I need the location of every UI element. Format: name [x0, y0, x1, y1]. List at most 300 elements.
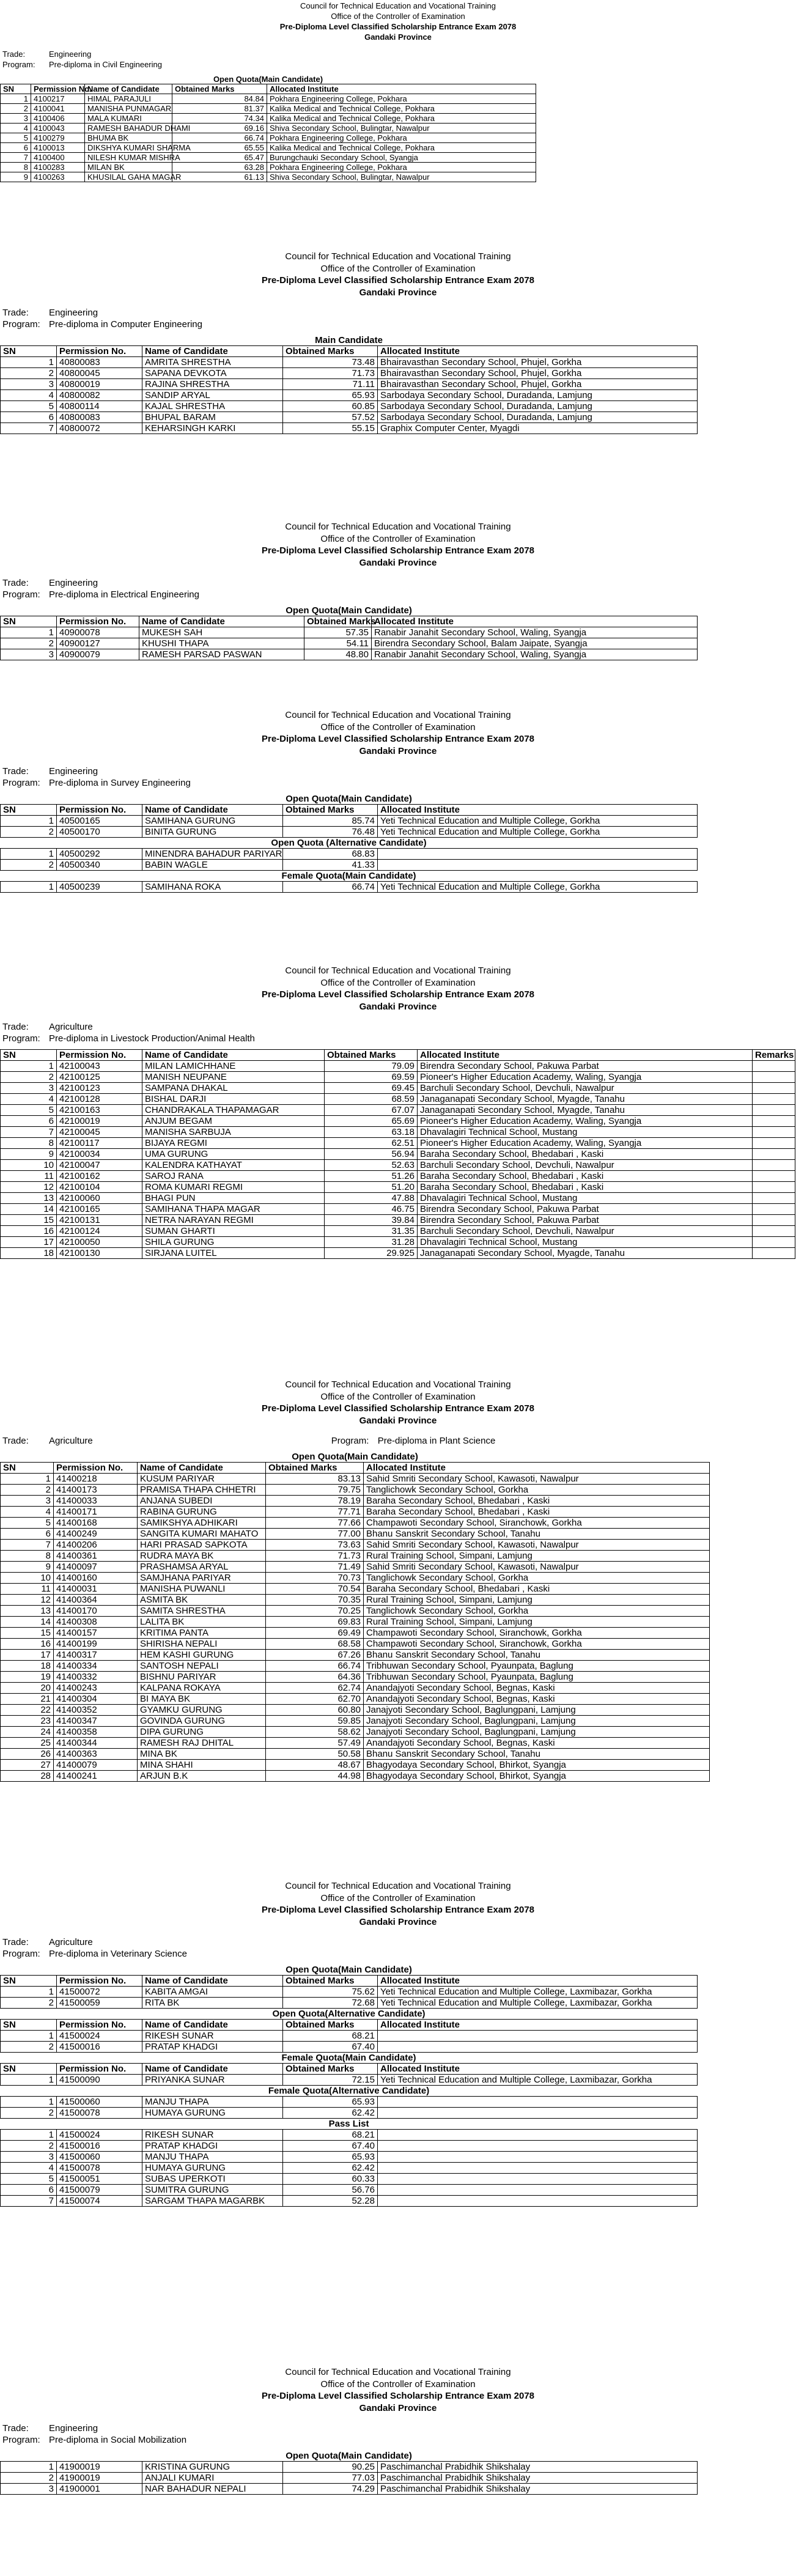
- table-cell: SAMPANA DHAKAL: [142, 1083, 325, 1094]
- exam-title: Pre-Diploma Level Classified Scholarship Entrance Exam 2078: [261, 545, 534, 556]
- table-row: [1, 368, 698, 379]
- table-row: [1, 1693, 710, 1704]
- province-name: Gandaki Province: [359, 745, 437, 756]
- table-cell: CHANDRAKALA THAPAMAGAR: [142, 1105, 325, 1116]
- table-cell: Baraha Secondary School, Bhedabari , Kaski: [418, 1171, 753, 1182]
- table-cell: 41500024: [57, 2031, 142, 2042]
- table-cell: [753, 1149, 795, 1160]
- table-cell: RIKESH SUNAR: [142, 2130, 283, 2141]
- table-cell: MANISHA PUWANLI: [138, 1583, 266, 1594]
- table-cell: 42100019: [57, 1116, 142, 1127]
- table-row: [1, 2141, 698, 2152]
- table-cell: Sahid Smriti Secondary School, Kawasoti, Nawalpur: [364, 1539, 710, 1550]
- table-row: [1, 1682, 710, 1693]
- table-row: [1, 1726, 710, 1737]
- table-cell: 74.34: [172, 113, 267, 123]
- table-cell: 16: [1, 1226, 57, 1237]
- table-cell: 31.28: [325, 1237, 418, 1248]
- table-row: [1, 827, 698, 838]
- table-cell: 3: [1, 1495, 54, 1506]
- table-row: [1, 142, 536, 152]
- table-cell: 5: [1, 401, 57, 412]
- table-row: [1, 1495, 710, 1506]
- table-cell: 2: [1, 860, 57, 871]
- table-cell: 14: [1, 1204, 57, 1215]
- quota-title-row: [1, 605, 698, 616]
- table-cell: 79.09: [325, 1061, 418, 1072]
- province-name: Gandaki Province: [359, 1415, 437, 1426]
- table-row: [1, 1171, 795, 1182]
- table-cell: Baraha Secondary School, Bhedabari , Kaski: [418, 1182, 753, 1193]
- results-table: [0, 335, 698, 434]
- table-cell: Champawoti Secondary School, Siranchowk, Gorkha: [364, 1638, 710, 1649]
- table-cell: 40800083: [57, 357, 142, 368]
- table-cell: 41400170: [54, 1605, 138, 1616]
- table-cell: 69.45: [325, 1083, 418, 1094]
- column-header: SN: [1, 1462, 54, 1473]
- quota-title: Open Quota(Alternative Candidate): [272, 2009, 426, 2019]
- trade-value: Agriculture: [49, 1936, 93, 1947]
- program-value: Pre-diploma in Veterinary Science: [49, 1949, 187, 1959]
- table-cell: 42100128: [57, 1094, 142, 1105]
- quota-title-row: [1, 335, 698, 346]
- table-cell: 41400168: [54, 1517, 138, 1528]
- column-header: Remarks: [753, 1050, 795, 1061]
- table-cell: BABIN WAGLE: [142, 860, 283, 871]
- table-cell: 7: [1, 1127, 57, 1138]
- table-cell: Tanglichowk Secondary School, Gorkha: [364, 1605, 710, 1616]
- table-cell: Birendra Secondary School, Pakuwa Parbat: [418, 1061, 753, 1072]
- table-cell: 41500072: [57, 1987, 142, 1998]
- table-cell: 10: [1, 1572, 54, 1583]
- table-cell: [378, 2163, 698, 2174]
- table-row: [1, 1193, 795, 1204]
- table-row: [1, 1605, 710, 1616]
- scholarship-section: [0, 709, 796, 893]
- table-cell: [753, 1138, 795, 1149]
- table-cell: KHUSILAL GAHA MAGAR: [85, 172, 172, 182]
- table-cell: 81.37: [172, 103, 267, 113]
- table-cell: [378, 2174, 698, 2185]
- scholarship-section: [0, 2366, 796, 2495]
- quota-title: Open Quota (Alternative Candidate): [271, 838, 427, 848]
- quota-title-row: [1, 2053, 698, 2064]
- table-cell: 54.11: [304, 638, 372, 649]
- table-cell: 4: [1, 1506, 54, 1517]
- table-cell: 70.25: [266, 1605, 364, 1616]
- program-line: [2, 2434, 796, 2446]
- trade-value: Engineering: [49, 766, 98, 777]
- table-cell: KABITA AMGAI: [142, 1987, 283, 1998]
- table-cell: BINITA GURUNG: [142, 827, 283, 838]
- table-cell: 56.76: [283, 2185, 378, 2196]
- quota-title: Open Quota(Main Candidate): [213, 74, 323, 84]
- table-cell: 1: [1, 94, 31, 103]
- column-header: Obtained Marks: [325, 1050, 418, 1061]
- table-cell: 41400218: [54, 1473, 138, 1484]
- table-cell: Pokhara Engineering College, Pokhara: [267, 94, 536, 103]
- table-cell: 41400347: [54, 1715, 138, 1726]
- table-cell: Bhagyodaya Secondary School, Bhirkot, Syangja: [364, 1770, 710, 1781]
- table-cell: RITA BK: [142, 1998, 283, 2009]
- table-cell: SAMIHANA ROKA: [142, 882, 283, 893]
- table-cell: SUMAN GHARTI: [142, 1226, 325, 1237]
- table-row: [1, 401, 698, 412]
- column-header: Name of Candidate: [142, 805, 283, 816]
- table-cell: SIRJANA LUITEL: [142, 1248, 325, 1259]
- table-cell: 41400173: [54, 1484, 138, 1495]
- table-cell: 4100279: [31, 133, 85, 142]
- table-row: [1, 1105, 795, 1116]
- table-cell: MUKESH SAH: [139, 627, 304, 638]
- table-cell: SAMIHANA GURUNG: [142, 816, 283, 827]
- section-meta: [0, 307, 796, 331]
- table-cell: 41400358: [54, 1726, 138, 1737]
- program-value: Pre-diploma in Electrical Engineering: [49, 589, 199, 600]
- table-cell: Pokhara Engineering College, Pokhara: [267, 133, 536, 142]
- table-cell: 71.49: [266, 1561, 364, 1572]
- table-cell: 42100130: [57, 1248, 142, 1259]
- table-cell: NAR BAHADUR NEPALI: [142, 2484, 283, 2495]
- table-cell: 79.75: [266, 1484, 364, 1495]
- program-label: Program:: [2, 1033, 40, 1044]
- table-row: [1, 1748, 710, 1759]
- table-cell: 2: [1, 1484, 54, 1495]
- table-cell: Janajyoti Secondary School, Baglungpani, Lamjung: [364, 1715, 710, 1726]
- table-cell: 71.73: [283, 368, 378, 379]
- table-cell: Yeti Technical Education and Multiple College, Gorkha: [378, 816, 698, 827]
- column-header: Allocated Institute: [364, 1462, 710, 1473]
- table-cell: 46.75: [325, 1204, 418, 1215]
- table-cell: 41900019: [57, 2462, 142, 2473]
- table-cell: 52.28: [283, 2196, 378, 2207]
- table-cell: RAMESH BAHADUR DHAMI: [85, 123, 172, 133]
- table-cell: 61.13: [172, 172, 267, 182]
- column-header: Obtained Marks: [266, 1462, 364, 1473]
- table-row: [1, 1770, 710, 1781]
- council-name: Council for Technical Education and Vocational Training: [285, 251, 511, 262]
- table-row: [1, 1473, 710, 1484]
- table-cell: Pokhara Engineering College, Pokhara: [267, 162, 536, 172]
- table-cell: 2: [1, 2108, 57, 2119]
- table-cell: RABINA GURUNG: [138, 1506, 266, 1517]
- program-value: Pre-diploma in Computer Engineering: [49, 319, 202, 330]
- section-header: [0, 521, 796, 569]
- table-cell: Paschimanchal Prabidhik Shikshalay: [378, 2473, 698, 2484]
- table-row: [1, 1539, 710, 1550]
- table-cell: 41500079: [57, 2185, 142, 2196]
- quota-title-row: [1, 794, 698, 805]
- table-row: [1, 1182, 795, 1193]
- table-cell: 22: [1, 1704, 54, 1715]
- table-cell: 2: [1, 2473, 57, 2484]
- table-cell: Graphix Computer Center, Myagdi: [378, 423, 698, 434]
- table-row: [1, 1583, 710, 1594]
- table-cell: Paschimanchal Prabidhik Shikshalay: [378, 2484, 698, 2495]
- table-cell: 78.19: [266, 1495, 364, 1506]
- column-header-row: [1, 2064, 698, 2075]
- table-row: [1, 390, 698, 401]
- table-row: [1, 1061, 795, 1072]
- table-cell: 4: [1, 1094, 57, 1105]
- table-cell: 41400031: [54, 1583, 138, 1594]
- table-cell: KUSUM PARIYAR: [138, 1473, 266, 1484]
- table-cell: Yeti Technical Education and Multiple College, Gorkha: [378, 882, 698, 893]
- table-cell: Ranabir Janahit Secondary School, Waling, Syangja: [372, 627, 698, 638]
- table-row: [1, 2042, 698, 2053]
- table-row: [1, 1506, 710, 1517]
- table-row: [1, 1072, 795, 1083]
- table-cell: 4100217: [31, 94, 85, 103]
- table-cell: [753, 1105, 795, 1116]
- table-cell: 17: [1, 1237, 57, 1248]
- table-row: [1, 2152, 698, 2163]
- program-value: Pre-diploma in Survey Engineering: [49, 778, 191, 788]
- table-cell: 14: [1, 1616, 54, 1627]
- table-cell: 41400334: [54, 1660, 138, 1671]
- trade-value: Agriculture: [49, 1435, 93, 1446]
- table-row: [1, 423, 698, 434]
- table-cell: 4100283: [31, 162, 85, 172]
- table-row: [1, 2473, 698, 2484]
- table-cell: 2: [1, 2141, 57, 2152]
- section-meta: [0, 1435, 796, 1447]
- exam-title: Pre-Diploma Level Classified Scholarship Entrance Exam 2078: [261, 989, 534, 1000]
- results-table: [0, 1452, 710, 1782]
- scholarship-section: [0, 1379, 796, 1782]
- table-row: [1, 1594, 710, 1605]
- exam-title: Pre-Diploma Level Classified Scholarship Entrance Exam 2078: [279, 21, 517, 31]
- table-cell: MANISH NEUPANE: [142, 1072, 325, 1083]
- province-name: Gandaki Province: [359, 1916, 437, 1927]
- table-cell: Tanglichowk Secondary School, Gorkha: [364, 1484, 710, 1495]
- table-row: [1, 1704, 710, 1715]
- program-label: Program:: [2, 2435, 40, 2445]
- table-cell: 8: [1, 162, 31, 172]
- table-cell: GYAMKU GURUNG: [138, 1704, 266, 1715]
- council-name: Council for Technical Education and Vocational Training: [285, 965, 511, 976]
- table-row: [1, 1616, 710, 1627]
- table-cell: Baraha Secondary School, Bhedabari , Kaski: [364, 1495, 710, 1506]
- table-cell: KEHARSINGH KARKI: [142, 423, 283, 434]
- table-cell: PRASHAMSA ARYAL: [138, 1561, 266, 1572]
- table-cell: GOVINDA GURUNG: [138, 1715, 266, 1726]
- table-cell: BI MAYA BK: [138, 1693, 266, 1704]
- table-cell: 42100104: [57, 1182, 142, 1193]
- column-header: Name of Candidate: [142, 1050, 325, 1061]
- table-cell: KRISTINA GURUNG: [142, 2462, 283, 2473]
- section-header: [0, 1880, 796, 1928]
- table-cell: 42100034: [57, 1149, 142, 1160]
- column-header: Permission No.: [57, 346, 142, 357]
- table-cell: 24: [1, 1726, 54, 1737]
- table-cell: 62.74: [266, 1682, 364, 1693]
- table-cell: 1: [1, 2097, 57, 2108]
- table-cell: Janajyoti Secondary School, Baglungpani, Lamjung: [364, 1704, 710, 1715]
- table-cell: 42100165: [57, 1204, 142, 1215]
- table-cell: 41400079: [54, 1759, 138, 1770]
- table-cell: 23: [1, 1715, 54, 1726]
- table-cell: Kalika Medical and Technical College, Pokhara: [267, 113, 536, 123]
- table-cell: 65.93: [283, 2097, 378, 2108]
- table-cell: 9: [1, 1149, 57, 1160]
- program-value: Pre-diploma in Civil Engineering: [49, 60, 162, 70]
- quota-title-row: [1, 2009, 698, 2020]
- table-cell: 41400363: [54, 1748, 138, 1759]
- table-row: [1, 849, 698, 860]
- quota-title-row: [1, 2086, 698, 2097]
- table-cell: [753, 1083, 795, 1094]
- table-cell: 10: [1, 1160, 57, 1171]
- table-cell: Birendra Secondary School, Pakuwa Parbat: [418, 1215, 753, 1226]
- table-cell: SAPANA DEVKOTA: [142, 368, 283, 379]
- table-cell: [753, 1182, 795, 1193]
- table-cell: 6: [1, 2185, 57, 2196]
- table-cell: 70.73: [266, 1572, 364, 1583]
- table-row: [1, 2196, 698, 2207]
- program-label: Program:: [2, 60, 35, 70]
- table-cell: 16: [1, 1638, 54, 1649]
- table-cell: 40900127: [57, 638, 139, 649]
- table-row: [1, 816, 698, 827]
- trade-label: Trade:: [2, 2423, 29, 2434]
- exam-title: Pre-Diploma Level Classified Scholarship Entrance Exam 2078: [261, 1905, 534, 1915]
- table-cell: [378, 2185, 698, 2196]
- table-cell: BHUMA BK: [85, 133, 172, 142]
- quota-title: Open Quota(Main Candidate): [286, 2451, 412, 2461]
- table-row: [1, 1638, 710, 1649]
- table-cell: [378, 2130, 698, 2141]
- table-cell: [378, 2042, 698, 2053]
- table-cell: 18: [1, 1660, 54, 1671]
- table-cell: 41400097: [54, 1561, 138, 1572]
- table-cell: 47.88: [325, 1193, 418, 1204]
- quota-title-row: [1, 75, 536, 84]
- table-row: [1, 1094, 795, 1105]
- results-table: [0, 75, 536, 182]
- table-cell: Shiva Secondary School, Bulingtar, Nawalpur: [267, 123, 536, 133]
- trade-line: [2, 577, 796, 589]
- table-cell: 74.29: [283, 2484, 378, 2495]
- office-name: Office of the Controller of Examination: [320, 722, 476, 733]
- council-name: Council for Technical Education and Vocational Training: [285, 710, 511, 720]
- table-cell: 41400332: [54, 1671, 138, 1682]
- scholarship-section: [0, 1880, 796, 2207]
- table-cell: [753, 1061, 795, 1072]
- table-cell: Bhairavasthan Secondary School, Phujel, Gorkha: [378, 357, 698, 368]
- section-meta: [0, 1021, 796, 1045]
- table-cell: 71.73: [266, 1550, 364, 1561]
- exam-title: Pre-Diploma Level Classified Scholarship Entrance Exam 2078: [261, 734, 534, 744]
- table-cell: [378, 2097, 698, 2108]
- program-label: Program:: [331, 1435, 369, 1446]
- office-name: Office of the Controller of Examination: [320, 977, 476, 988]
- table-row: [1, 2174, 698, 2185]
- table-cell: 51.26: [325, 1171, 418, 1182]
- table-cell: [378, 2152, 698, 2163]
- table-cell: 59.85: [266, 1715, 364, 1726]
- column-header: Name of Candidate: [139, 616, 304, 627]
- table-cell: 4: [1, 2163, 57, 2174]
- table-row: [1, 882, 698, 893]
- table-cell: ANJALI KUMARI: [142, 2473, 283, 2484]
- province-name: Gandaki Province: [359, 557, 437, 568]
- table-cell: BISHAL DARJI: [142, 1094, 325, 1105]
- table-row: [1, 1737, 710, 1748]
- table-cell: SUBAS UPERKOTI: [142, 2174, 283, 2185]
- table-cell: UMA GURUNG: [142, 1149, 325, 1160]
- table-cell: 85.74: [283, 816, 378, 827]
- table-cell: 15: [1, 1215, 57, 1226]
- column-header: Permission No.: [57, 1050, 142, 1061]
- table-cell: ARJUN B.K: [138, 1770, 266, 1781]
- table-cell: 25: [1, 1737, 54, 1748]
- table-cell: 1: [1, 1061, 57, 1072]
- table-cell: Janajyoti Secondary School, Baglungpani, Lamjung: [364, 1726, 710, 1737]
- scholarship-section: [0, 521, 796, 660]
- trade-value: Engineering: [49, 2423, 98, 2434]
- column-header: Obtained Marks: [304, 616, 372, 627]
- table-cell: 41400317: [54, 1649, 138, 1660]
- column-header: SN: [1, 346, 57, 357]
- table-cell: Janaganapati Secondary School, Myagde, Tanahu: [418, 1248, 753, 1259]
- quota-title-row: [1, 2119, 698, 2130]
- table-row: [1, 103, 536, 113]
- table-cell: 66.74: [266, 1660, 364, 1671]
- table-cell: 41500078: [57, 2108, 142, 2119]
- table-cell: 77.00: [266, 1528, 364, 1539]
- table-cell: KAJAL SHRESTHA: [142, 401, 283, 412]
- table-cell: 64.36: [266, 1671, 364, 1682]
- scholarship-section: [0, 1, 796, 182]
- table-cell: [753, 1248, 795, 1259]
- table-cell: 42100060: [57, 1193, 142, 1204]
- office-name: Office of the Controller of Examination: [320, 1892, 476, 1903]
- table-cell: Bhanu Sanskrit Secondary School, Tanahu: [364, 1748, 710, 1759]
- column-header: Obtained Marks: [172, 84, 267, 94]
- table-cell: Ranabir Janahit Secondary School, Waling, Syangja: [372, 649, 698, 660]
- council-name: Council for Technical Education and Vocational Training: [300, 1, 496, 10]
- table-cell: 42100131: [57, 1215, 142, 1226]
- table-row: [1, 1484, 710, 1495]
- results-table: [0, 1049, 795, 1259]
- section-header: [0, 709, 796, 757]
- column-header: Name of Candidate: [142, 2064, 283, 2075]
- council-name: Council for Technical Education and Vocational Training: [285, 1379, 511, 1390]
- table-cell: 73.63: [266, 1539, 364, 1550]
- table-cell: MINA BK: [138, 1748, 266, 1759]
- table-cell: 65.47: [172, 152, 267, 162]
- quota-title-row: [1, 1965, 698, 1976]
- table-cell: 4100013: [31, 142, 85, 152]
- table-cell: 41500074: [57, 2196, 142, 2207]
- table-cell: 7: [1, 423, 57, 434]
- table-cell: 15: [1, 1627, 54, 1638]
- program-label: Program:: [2, 319, 40, 330]
- table-cell: 39.84: [325, 1215, 418, 1226]
- table-cell: 83.13: [266, 1473, 364, 1484]
- table-cell: SANGITA KUMARI MAHATO: [138, 1528, 266, 1539]
- table-cell: 1: [1, 1473, 54, 1484]
- table-cell: SAMITA SHRESTHA: [138, 1605, 266, 1616]
- section-meta: [0, 1936, 796, 1960]
- column-header: SN: [1, 84, 31, 94]
- section-meta: [0, 577, 796, 601]
- table-cell: RUDRA MAYA BK: [138, 1550, 266, 1561]
- table-cell: [753, 1127, 795, 1138]
- table-cell: 41400304: [54, 1693, 138, 1704]
- table-cell: [753, 1193, 795, 1204]
